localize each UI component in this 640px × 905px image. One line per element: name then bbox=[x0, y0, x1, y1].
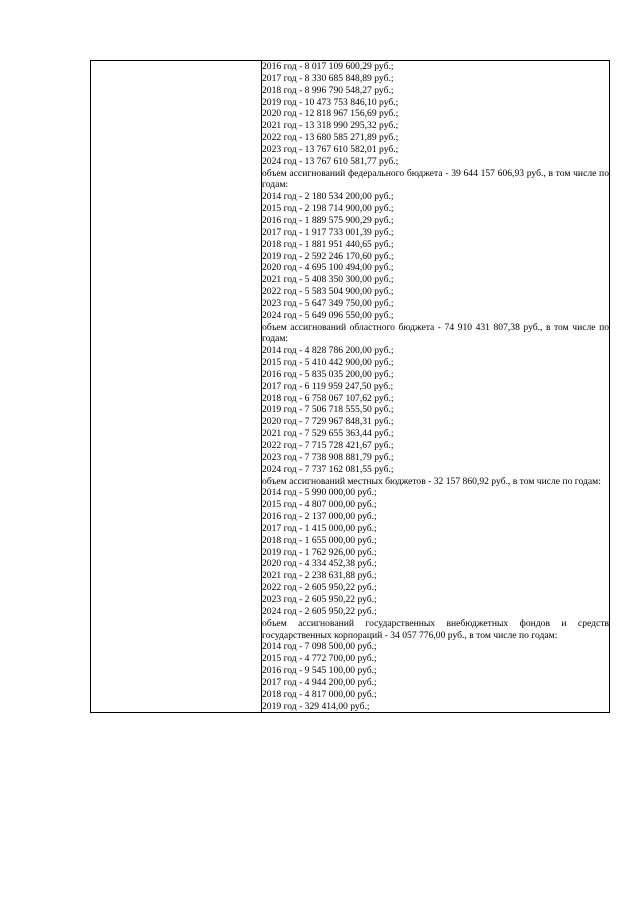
year-line: 2017 год - 8 330 685 848,89 руб.; bbox=[262, 72, 394, 84]
left-cell-empty bbox=[91, 61, 262, 713]
year-line: 2016 год - 9 545 100,00 руб.; bbox=[262, 665, 377, 677]
year-line: 2018 год - 1 881 951 440,65 руб.; bbox=[262, 238, 394, 250]
year-line: 2022 год - 5 583 504 900,00 руб.; bbox=[262, 286, 394, 298]
year-line: 2019 год - 2 592 246 170,60 руб.; bbox=[262, 250, 394, 262]
year-line: 2018 год - 8 996 790 548,27 руб.; bbox=[262, 84, 394, 96]
regional-budget-heading: объем ассигнований областного бюджета - 74 910 431 807,38 руб., в том числе по годам: bbox=[262, 321, 609, 345]
year-line: 2022 год - 2 605 950,22 руб.; bbox=[262, 582, 377, 594]
year-line: 2021 год - 2 238 631,88 руб.; bbox=[262, 570, 377, 582]
year-line: 2019 год - 10 473 753 846,10 руб.; bbox=[262, 96, 399, 108]
year-line: 2023 год - 13 767 610 582,01 руб.; bbox=[262, 143, 399, 155]
year-line: 2015 год - 5 410 442 900,00 руб.; bbox=[262, 357, 394, 369]
year-line: 2017 год - 4 944 200,00 руб.; bbox=[262, 676, 377, 688]
year-line: 2022 год - 13 680 585 271,89 руб.; bbox=[262, 132, 399, 144]
year-line: 2023 год - 7 738 908 881,79 руб.; bbox=[262, 451, 394, 463]
year-line: 2015 год - 2 198 714 900,00 руб.; bbox=[262, 203, 394, 215]
year-line: 2019 год - 7 506 718 555,50 руб.; bbox=[262, 404, 394, 416]
regional-budget-list bbox=[262, 345, 609, 475]
year-line: 2023 год - 5 647 349 750,00 руб.; bbox=[262, 297, 394, 309]
year-line: 2014 год - 5 990 000,00 руб.; bbox=[262, 487, 377, 499]
year-line: 2020 год - 4 695 100 494,00 руб.; bbox=[262, 262, 394, 274]
offbudget-funds-list bbox=[262, 641, 609, 712]
document-table bbox=[90, 60, 610, 713]
year-line: 2016 год - 8 017 109 600,29 руб.; bbox=[262, 61, 394, 72]
year-line: 2014 год - 7 098 500,00 руб.; bbox=[262, 641, 377, 653]
year-line: 2016 год - 5 835 035 200,00 руб.; bbox=[262, 368, 394, 380]
year-line: 2020 год - 4 334 452,38 руб.; bbox=[262, 558, 377, 570]
federal-budget-heading: объем ассигнований федерального бюджета - 39 644 157 606,93 руб., в том числе по годам: bbox=[262, 167, 609, 191]
local-budget-heading: объем ассигнований местных бюджетов - 32 157 860,92 руб., в том числе по годам: bbox=[262, 475, 601, 487]
year-line: 2017 год - 6 119 959 247,50 руб.; bbox=[262, 380, 394, 392]
year-line: 2018 год - 1 655 000,00 руб.; bbox=[262, 534, 377, 546]
year-line: 2022 год - 7 715 728 421,67 руб.; bbox=[262, 440, 394, 451]
year-line: 2015 год - 4 807 000,00 руб.; bbox=[262, 499, 377, 511]
offbudget-funds-heading: объем ассигнований государственных внебюджетных фондов и средств государственных корпораций - 34 057 776,00 руб., в том числе по годам: bbox=[262, 617, 609, 641]
year-line: 2017 год - 1 415 000,00 руб.; bbox=[262, 522, 377, 534]
year-line: 2016 год - 1 889 575 900,29 руб.; bbox=[262, 214, 394, 226]
year-line: 2021 год - 13 318 990 295,32 руб.; bbox=[262, 120, 399, 132]
year-line: 2024 год - 7 737 162 081,55 руб.; bbox=[262, 463, 394, 475]
year-line: 2017 год - 1 917 733 001,39 руб.; bbox=[262, 226, 394, 238]
year-line: 2016 год - 2 137 000,00 руб.; bbox=[262, 511, 377, 523]
year-line: 2014 год - 4 828 786 200,00 руб.; bbox=[262, 345, 394, 357]
year-line: 2021 год - 5 408 350 300,00 руб.; bbox=[262, 274, 394, 286]
year-line: 2019 год - 1 762 926,00 руб.; bbox=[262, 546, 377, 558]
table-row bbox=[91, 61, 610, 713]
year-line: 2020 год - 7 729 967 848,31 руб.; bbox=[262, 416, 394, 428]
year-line: 2023 год - 2 605 950,22 руб.; bbox=[262, 593, 377, 605]
total-by-year-list bbox=[262, 61, 609, 168]
local-budget-list bbox=[262, 487, 609, 617]
year-line: 2024 год - 13 767 610 581,77 руб.; bbox=[262, 155, 399, 167]
year-line: 2024 год - 2 605 950,22 руб.; bbox=[262, 605, 377, 617]
year-line: 2020 год - 12 818 967 156,69 руб.; bbox=[262, 108, 399, 120]
year-line: 2015 год - 4 772 700,00 руб.; bbox=[262, 653, 377, 665]
year-line: 2018 год - 6 758 067 107,62 руб.; bbox=[262, 392, 394, 404]
right-cell-content bbox=[262, 61, 610, 713]
federal-budget-list bbox=[262, 191, 609, 321]
year-line: 2018 год - 4 817 000,00 руб.; bbox=[262, 688, 377, 700]
year-line: 2024 год - 5 649 096 550,00 руб.; bbox=[262, 309, 394, 321]
year-line: 2014 год - 2 180 534 200,00 руб.; bbox=[262, 191, 394, 203]
year-line: 2021 год - 7 529 655 363,44 руб.; bbox=[262, 428, 394, 440]
year-line: 2019 год - 329 414,00 руб.; bbox=[262, 700, 370, 712]
